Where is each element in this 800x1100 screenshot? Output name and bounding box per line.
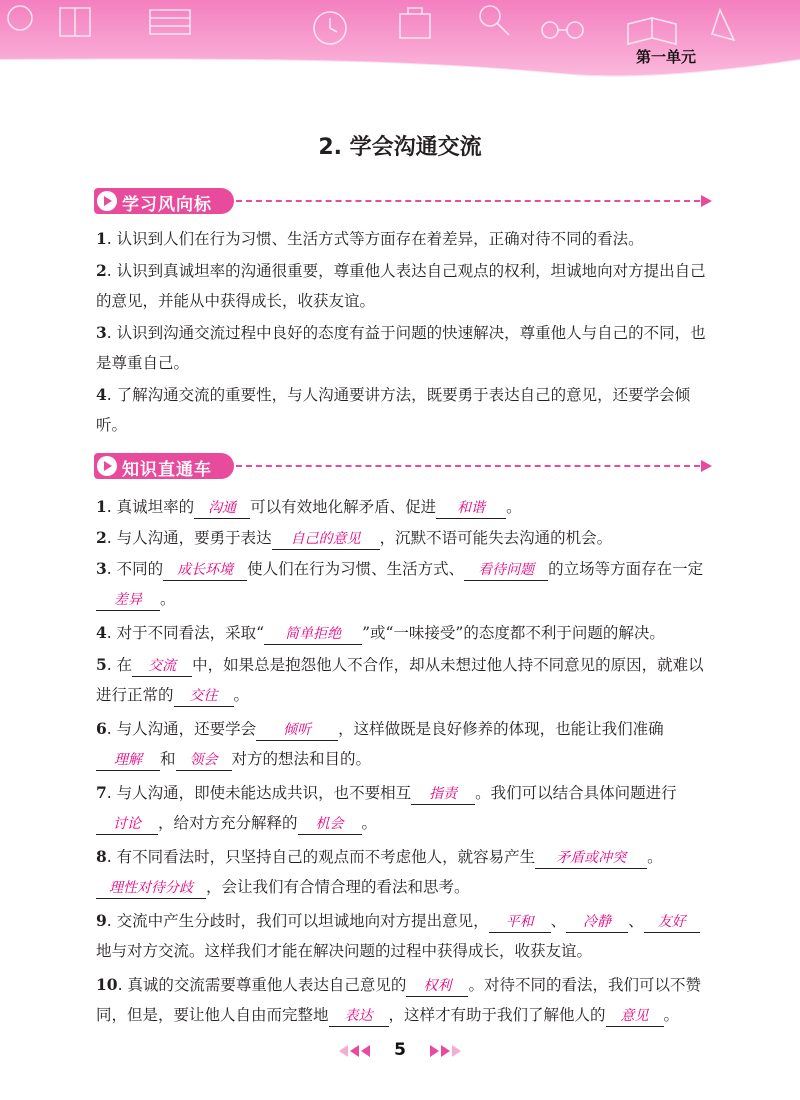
answer: 友好 <box>657 914 686 930</box>
answer: 理解 <box>114 752 142 768</box>
fill-item: 3. 不同的 成长环境 使人们在行为习惯、生活方式、 看待问题 的立场等方面存在一定差异 。 <box>96 554 708 614</box>
page-number: 5 <box>394 1040 406 1060</box>
fill-item: 10. 真诚的交流需要尊重他人表达自己意见的 权利 。对待不同的看法，我们可以不赞同，但是，要让他人自由而完整地 表达 ，这样才有助于我们了解他人的 意见 。 <box>96 970 708 1030</box>
goal-item: 1. 认识到人们在行为习惯、生活方式等方面存在着差异，正确对待不同的看法。 <box>96 229 644 248</box>
answer: 平和 <box>505 914 534 930</box>
section-title: 知识直通车 <box>122 460 212 480</box>
page-title: 2. 学会沟通交流 <box>318 135 482 160</box>
fill-item: 4. 对于不同看法，采取“ 简单拒绝 ”或“一味接受”的态度都不利于问题的解决。 <box>96 618 708 648</box>
answer: 交流 <box>148 658 177 674</box>
answer: 简单拒绝 <box>285 626 342 642</box>
unit-label: 第一单元 <box>635 48 696 66</box>
answer: 权利 <box>423 978 452 994</box>
section-badge <box>94 188 234 214</box>
goal-item: 2. 认识到真诚坦率的沟通很重要，尊重他人表达自己观点的权利，坦诚地向对方提出自己的意见，并能从中获得成长，收获友谊。 <box>96 261 706 310</box>
answer: 理性对待分歧 <box>109 880 193 896</box>
fill-item: 1. 真诚坦率的 沟通 可以有效地化解矛盾、促进 和谐 。 <box>96 492 708 522</box>
fill-item: 8. 有不同看法时，只坚持自己的观点而不考虑他人，就容易产生 矛盾或冲突 。理性对待分歧 ，会让我们有合情合理的看法和思考。 <box>96 842 708 902</box>
answer: 和谐 <box>457 500 486 516</box>
arrow-left-icon <box>350 1045 359 1057</box>
goal-item: 4. 了解沟通交流的重要性，与人沟通要讲方法，既要勇于表达自己的意见，还要学会倾听。 <box>96 385 691 434</box>
answer: 看待问题 <box>478 562 535 578</box>
play-icon <box>97 191 117 211</box>
arrow-right-icon <box>430 1045 439 1057</box>
answer: 自己的意见 <box>290 531 361 547</box>
answer: 表达 <box>344 1008 373 1024</box>
arrow-right-icon <box>701 460 712 472</box>
answer: 领会 <box>189 752 218 768</box>
arrow-right-icon <box>452 1045 461 1057</box>
answer: 成长环境 <box>177 562 234 578</box>
answer: 矛盾或冲突 <box>556 850 627 866</box>
arrow-left-icon <box>339 1045 348 1057</box>
dashed-divider <box>236 465 700 467</box>
dashed-divider <box>236 200 700 202</box>
answer: 交往 <box>189 688 218 704</box>
fill-item: 2. 与人沟通，要勇于表达 自己的意见 ，沉默不语可能失去沟通的机会。 <box>96 523 708 553</box>
answer: 倾听 <box>283 722 312 738</box>
arrow-right-icon <box>441 1045 450 1057</box>
section-title: 学习风向标 <box>122 195 212 215</box>
page-footer <box>0 1040 800 1060</box>
answer: 冷静 <box>583 914 612 930</box>
section-header-goals <box>94 188 714 214</box>
section-badge <box>94 453 234 479</box>
section-header-knowledge <box>94 453 714 479</box>
fill-item: 7. 与人沟通，即使未能达成共识，也不要相互 指责 。我们可以结合具体问题进行讨论 ，给对方充分解释的 机会 。 <box>96 778 708 838</box>
goal-item: 3. 认识到沟通交流过程中良好的态度有益于问题的快速解决，尊重他人与自己的不同，也是尊重自己。 <box>96 323 706 372</box>
answer: 指责 <box>429 786 458 802</box>
fill-item: 6. 与人沟通，还要学会 倾听 ，这样做既是良好修养的体现，也能让我们准确理解 和 领会 对方的想法和目的。 <box>96 714 708 774</box>
play-icon <box>97 456 117 476</box>
answer: 沟通 <box>208 500 237 516</box>
answer: 差异 <box>114 592 142 608</box>
arrow-left-icon <box>361 1045 370 1057</box>
answer: 意见 <box>620 1008 649 1024</box>
answer: 讨论 <box>113 816 141 832</box>
answer: 机会 <box>315 816 344 832</box>
arrow-right-icon <box>701 195 712 207</box>
fill-item: 9. 交流中产生分歧时，我们可以坦诚地向对方提出意见， 平和 、 冷静 、 友好地与对方交流。这样我们才能在解决问题的过程中获得成长，收获友谊。 <box>96 906 708 966</box>
fill-item: 5. 在 交流 中，如果总是抱怨他人不合作，却从未想过他人持不同意见的原因，就难以进行正常的 交往 。 <box>96 650 708 710</box>
